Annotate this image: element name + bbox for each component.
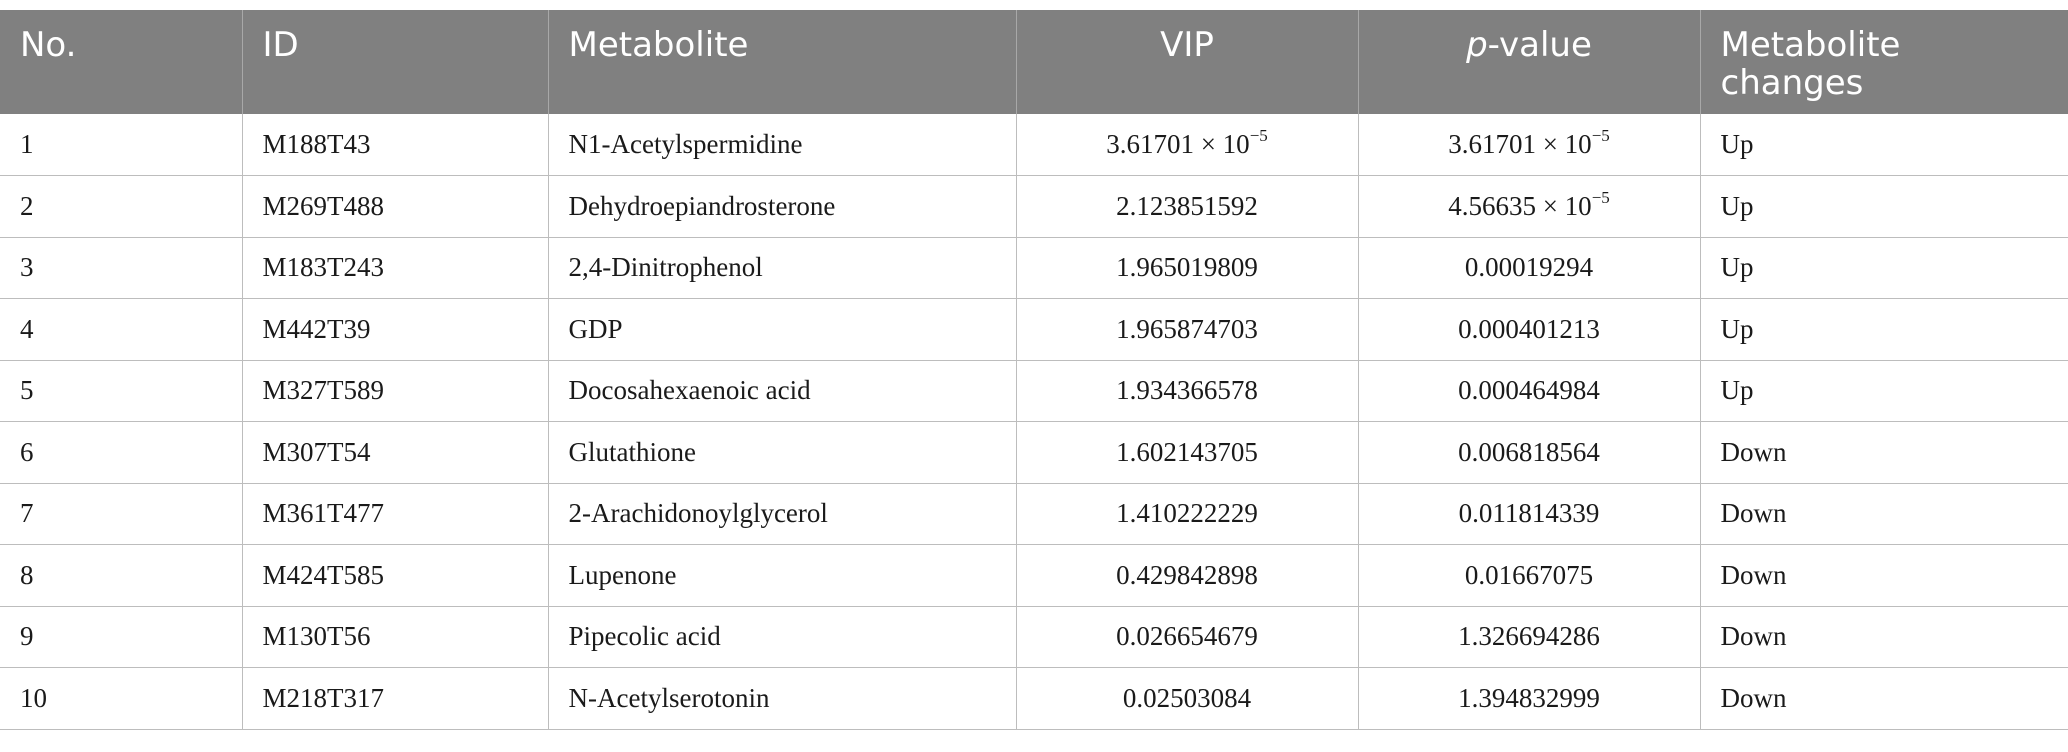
cell-id: M183T243 — [242, 237, 548, 299]
cell-metabolite: Dehydroepiandrosterone — [548, 176, 1016, 238]
cell-metabolite-change: Up — [1700, 176, 2068, 238]
table-row — [0, 237, 2068, 299]
cell-no: 3 — [0, 237, 242, 299]
cell-no: 7 — [0, 483, 242, 545]
cell-p-value-exponent: −5 — [1591, 187, 1610, 207]
cell-p-value — [1358, 422, 1700, 484]
cell-no: 4 — [0, 299, 242, 361]
cell-vip-mantissa: 0.02503084 — [1122, 682, 1252, 713]
header-changes-line1: Metabolite — [1720, 25, 1901, 65]
table-row — [0, 545, 2068, 607]
cell-id: M424T585 — [242, 545, 548, 607]
cell-metabolite-change: Down — [1700, 606, 2068, 668]
cell-p-value-mantissa: 1.326694286 — [1458, 621, 1600, 652]
cell-p-value-mantissa: 0.00019294 — [1464, 252, 1594, 283]
cell-metabolite-change: Down — [1700, 422, 2068, 484]
cell-id: M218T317 — [242, 668, 548, 730]
cell-vip — [1016, 360, 1358, 422]
cell-id: M442T39 — [242, 299, 548, 361]
cell-p-value-mantissa: 1.394832999 — [1458, 682, 1600, 713]
cell-no: 2 — [0, 176, 242, 238]
cell-p-value-mantissa: 0.011814339 — [1458, 498, 1600, 529]
cell-vip-mantissa: 3.61701 × 10 — [1106, 129, 1250, 159]
header-changes-line2: changes — [1720, 63, 1864, 103]
cell-p-value — [1358, 483, 1700, 545]
cell-vip — [1016, 606, 1358, 668]
cell-metabolite-change: Down — [1700, 545, 2068, 607]
cell-metabolite-change: Up — [1700, 299, 2068, 361]
table-row — [0, 360, 2068, 422]
cell-vip — [1016, 545, 1358, 607]
cell-p-value — [1358, 606, 1700, 668]
header-vip: VIP — [1016, 10, 1358, 114]
cell-metabolite-change: Up — [1700, 360, 2068, 422]
cell-vip-mantissa: 0.429842898 — [1116, 559, 1258, 590]
header-metabolite-changes — [1700, 10, 2068, 114]
cell-no: 10 — [0, 668, 242, 730]
cell-metabolite: GDP — [548, 299, 1016, 361]
cell-vip — [1016, 176, 1358, 238]
cell-metabolite: Lupenone — [548, 545, 1016, 607]
cell-p-value-mantissa: 3.61701 × 10 — [1448, 129, 1592, 159]
cell-p-value — [1358, 545, 1700, 607]
cell-no: 6 — [0, 422, 242, 484]
cell-vip — [1016, 422, 1358, 484]
cell-metabolite: N-Acetylserotonin — [548, 668, 1016, 730]
cell-p-value-mantissa: 4.56635 × 10 — [1448, 190, 1592, 221]
table-row — [0, 668, 2068, 730]
cell-metabolite: 2,4-Dinitrophenol — [548, 237, 1016, 299]
cell-vip — [1016, 114, 1358, 176]
cell-p-value — [1358, 237, 1700, 299]
cell-metabolite-change: Down — [1700, 668, 2068, 730]
header-p-value-p: p — [1466, 25, 1488, 65]
cell-metabolite-change: Down — [1700, 483, 2068, 545]
cell-vip-mantissa: 2.123851592 — [1116, 190, 1258, 221]
cell-no: 9 — [0, 606, 242, 668]
cell-metabolite: Docosahexaenoic acid — [548, 360, 1016, 422]
table-row — [0, 483, 2068, 545]
header-p-value-suffix: -value — [1487, 25, 1592, 65]
metabolite-table — [0, 10, 2068, 730]
cell-vip — [1016, 483, 1358, 545]
cell-p-value — [1358, 114, 1700, 176]
cell-id: M327T589 — [242, 360, 548, 422]
cell-p-value — [1358, 176, 1700, 238]
cell-p-value-mantissa: 0.000401213 — [1458, 313, 1600, 344]
cell-metabolite: N1-Acetylspermidine — [548, 114, 1016, 176]
cell-metabolite: Glutathione — [548, 422, 1016, 484]
table-header — [0, 10, 2068, 114]
cell-id: M307T54 — [242, 422, 548, 484]
cell-p-value-exponent: −5 — [1591, 126, 1610, 145]
cell-no: 1 — [0, 114, 242, 176]
cell-vip-mantissa: 1.965874703 — [1116, 313, 1258, 344]
header-metabolite: Metabolite — [548, 10, 1016, 114]
cell-vip — [1016, 237, 1358, 299]
cell-vip-mantissa: 1.965019809 — [1116, 252, 1258, 283]
cell-no: 8 — [0, 545, 242, 607]
header-id: ID — [242, 10, 548, 114]
header-row — [0, 10, 2068, 114]
table-row — [0, 422, 2068, 484]
cell-p-value — [1358, 299, 1700, 361]
cell-p-value-mantissa: 0.01667075 — [1464, 559, 1594, 590]
cell-p-value-mantissa: 0.006818564 — [1458, 436, 1600, 467]
cell-vip — [1016, 299, 1358, 361]
cell-vip-mantissa: 1.410222229 — [1116, 498, 1258, 529]
cell-id: M130T56 — [242, 606, 548, 668]
cell-p-value-mantissa: 0.000464984 — [1458, 375, 1600, 406]
cell-p-value — [1358, 360, 1700, 422]
metabolite-table-container — [0, 10, 2068, 730]
cell-metabolite: 2-Arachidonoylglycerol — [548, 483, 1016, 545]
cell-vip-mantissa: 1.934366578 — [1116, 375, 1258, 406]
cell-metabolite-change: Up — [1700, 237, 2068, 299]
table-row — [0, 606, 2068, 668]
cell-id: M361T477 — [242, 483, 548, 545]
cell-no: 5 — [0, 360, 242, 422]
cell-vip-mantissa: 0.026654679 — [1116, 621, 1258, 652]
cell-metabolite: Pipecolic acid — [548, 606, 1016, 668]
header-p-value — [1358, 10, 1700, 114]
table-row — [0, 114, 2068, 176]
cell-id: M269T488 — [242, 176, 548, 238]
cell-id: M188T43 — [242, 114, 548, 176]
table-row — [0, 299, 2068, 361]
table-body — [0, 114, 2068, 729]
cell-vip — [1016, 668, 1358, 730]
cell-p-value — [1358, 668, 1700, 730]
table-row — [0, 176, 2068, 238]
header-no: No. — [0, 10, 242, 114]
cell-metabolite-change: Up — [1700, 114, 2068, 176]
cell-vip-mantissa: 1.602143705 — [1116, 436, 1258, 467]
cell-vip-exponent: −5 — [1249, 126, 1268, 145]
